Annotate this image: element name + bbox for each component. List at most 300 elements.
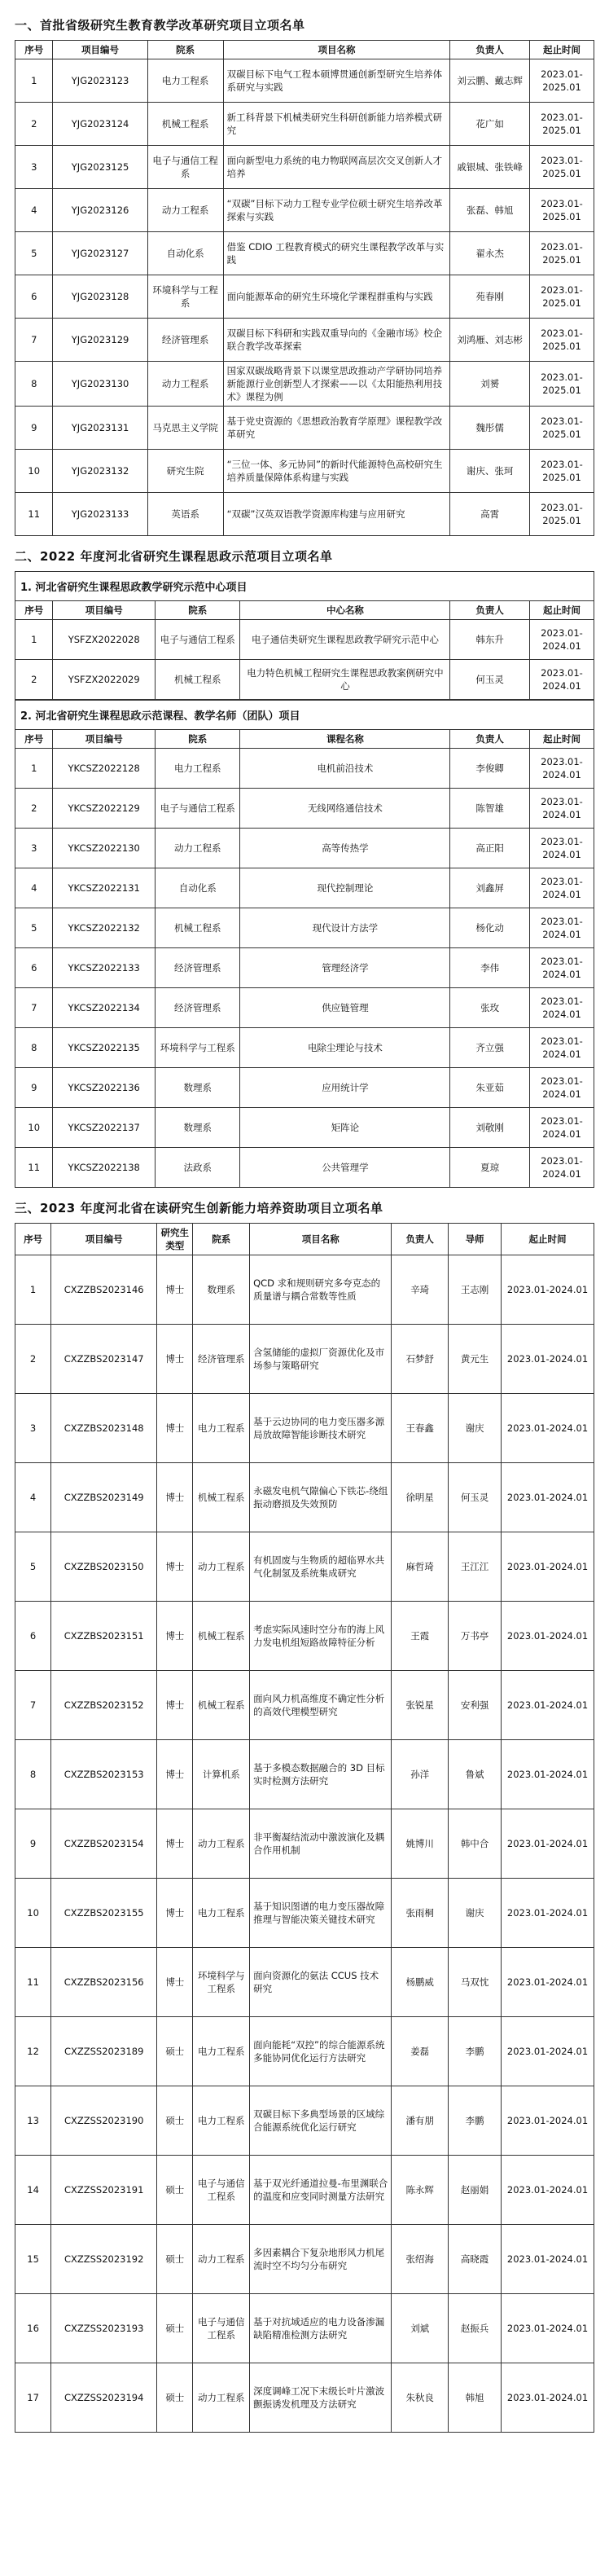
- table-cell: 2023.01-2025.01: [529, 103, 594, 146]
- table-cell: 王志刚: [449, 1255, 502, 1325]
- table-cell: 徐明星: [392, 1463, 449, 1532]
- table-cell: 孙洋: [392, 1740, 449, 1809]
- table-cell: 2023.01-2024.01: [502, 2294, 594, 2363]
- header-cell: 研究生类型: [157, 1224, 193, 1255]
- table-cell: 齐立强: [450, 1028, 530, 1068]
- table-cell: 苑春刚: [450, 275, 530, 319]
- table-cell: 张雨桐: [392, 1879, 449, 1948]
- table-cell: 陈永辉: [392, 2156, 449, 2225]
- table-cell: 动力工程系: [193, 1809, 250, 1879]
- table-cell: 韩中合: [449, 1809, 502, 1879]
- table-cell: 陈智雄: [450, 789, 530, 829]
- header-cell: 负责人: [450, 730, 530, 749]
- table-cell: QCD 求和规则研究多夸克态的质量谱与耦合常数等性质: [250, 1255, 392, 1325]
- table-cell: 15: [15, 2225, 51, 2294]
- table-cell: 8: [15, 1028, 53, 1068]
- table-cell: YKCSZ2022135: [53, 1028, 155, 1068]
- table-cell: YKCSZ2022129: [53, 789, 155, 829]
- table-cell: 4: [15, 868, 53, 908]
- table-cell: 双碳目标下多典型场景的区域综合能源系统优化运行研究: [250, 2086, 392, 2156]
- table-cell: 2023.01-2024.01: [502, 1740, 594, 1809]
- table-cell: 李鹏: [449, 2017, 502, 2086]
- table-cell: YJG2023129: [53, 319, 147, 362]
- table-header-row: [15, 601, 594, 620]
- table-cell: 17: [15, 2363, 51, 2433]
- table-cell: 深度调峰工况下末级长叶片激波颤振诱发机理及方法研究: [250, 2363, 392, 2433]
- table-cell: CXZZSS2023191: [51, 2156, 157, 2225]
- header-cell: 项目名称: [223, 41, 450, 59]
- table-cell: 动力工程系: [147, 189, 223, 232]
- table-cell: YKCSZ2022134: [53, 988, 155, 1028]
- table-cell: 李俊卿: [450, 749, 530, 789]
- table-cell: 电力工程系: [147, 59, 223, 103]
- table-cell: 研究生院: [147, 450, 223, 493]
- table-cell: 电子与通信工程系: [155, 620, 240, 660]
- table-cell: 魏彤儒: [450, 407, 530, 450]
- table-cell: 数理系: [155, 1068, 240, 1108]
- table-cell: 王春鑫: [392, 1394, 449, 1463]
- table-cell: 6: [15, 1602, 51, 1671]
- table-row: [15, 232, 594, 275]
- table-cell: 杨化动: [450, 908, 530, 948]
- table-cell: 高霄: [450, 493, 530, 536]
- table-row: [15, 1108, 594, 1148]
- table-cell: CXZZSS2023189: [51, 2017, 157, 2086]
- table-cell: 谢庆: [449, 1394, 502, 1463]
- table-cell: 博士: [157, 1740, 193, 1809]
- table-cell: 2023.01-2025.01: [529, 59, 594, 103]
- header-cell: 课程名称: [240, 730, 450, 749]
- table-cell: 博士: [157, 1394, 193, 1463]
- table-cell: 1: [15, 749, 53, 789]
- table-cell: 9: [15, 407, 53, 450]
- table-cell: YJG2023125: [53, 146, 147, 189]
- table-row: [15, 948, 594, 988]
- table-cell: 花广如: [450, 103, 530, 146]
- header-cell: 院系: [155, 601, 240, 620]
- table-cell: CXZZBS2023147: [51, 1325, 157, 1394]
- table-row: [15, 493, 594, 536]
- table-cell: 基于对抗域适应的电力设备渗漏缺陷精准检测方法研究: [250, 2294, 392, 2363]
- table-cell: 2023.01-2024.01: [502, 2017, 594, 2086]
- table-row: [15, 1532, 594, 1602]
- table-row: [15, 1879, 594, 1948]
- table-cell: 安利强: [449, 1671, 502, 1740]
- table-cell: 2023.01-2024.01: [502, 1532, 594, 1602]
- table-cell: 张玫: [450, 988, 530, 1028]
- table-cell: 电力工程系: [193, 1879, 250, 1948]
- table-cell: 面向新型电力系统的电力物联网高层次交叉创新人才培养: [223, 146, 450, 189]
- table-cell: 环境科学与工程系: [193, 1948, 250, 2017]
- table-cell: 6: [15, 275, 53, 319]
- table-cell: 3: [15, 1394, 51, 1463]
- table-cell: YKCSZ2022130: [53, 829, 155, 868]
- table-row: [15, 189, 594, 232]
- table-cell: 数理系: [193, 1255, 250, 1325]
- table-cell: 王江江: [449, 1532, 502, 1602]
- header-cell: 起止时间: [502, 1224, 594, 1255]
- table-row: [15, 1028, 594, 1068]
- table-cell: 2023.01-2024.01: [502, 1948, 594, 2017]
- table-cell: 16: [15, 2294, 51, 2363]
- table-cell: 2023.01-2024.01: [502, 1809, 594, 1879]
- table-cell: 2023.01-2024.01: [529, 1068, 594, 1108]
- table-cell: 新工科背景下机械类研究生科研创新能力培养模式研究: [223, 103, 450, 146]
- table-cell: 2023.01-2024.01: [502, 1325, 594, 1394]
- table-cell: 现代设计方法学: [240, 908, 450, 948]
- table-cell: 考虑实际风速时空分布的海上风力发电机组短路故障特征分析: [250, 1602, 392, 1671]
- table-cell: 14: [15, 2156, 51, 2225]
- table-cell: 硕士: [157, 2363, 193, 2433]
- table-cell: 基于知识图谱的电力变压器故障推理与智能决策关键技术研究: [250, 1879, 392, 1948]
- table-header-row: [15, 41, 594, 59]
- table-cell: 博士: [157, 1532, 193, 1602]
- table-row: [15, 868, 594, 908]
- table-cell: 机械工程系: [155, 660, 240, 700]
- table-row: [15, 1671, 594, 1740]
- table-cell: 电子通信类研究生课程思政教学研究示范中心: [240, 620, 450, 660]
- table-cell: 动力工程系: [155, 829, 240, 868]
- table-row: [15, 1740, 594, 1809]
- table-cell: 含氢储能的虚拟厂资源优化及市场参与策略研究: [250, 1325, 392, 1394]
- table-cell: 2023.01-2025.01: [529, 407, 594, 450]
- table-cell: “三位一体、多元协同”的新时代能源特色高校研究生培养质量保障体系构建与实践: [223, 450, 450, 493]
- table-cell: 机械工程系: [193, 1671, 250, 1740]
- table-cell: 杨鹏威: [392, 1948, 449, 2017]
- table-cell: 9: [15, 1809, 51, 1879]
- table-cell: 5: [15, 1532, 51, 1602]
- table-row: [15, 319, 594, 362]
- table-cell: 基于多模态数据融合的 3D 目标实时检测方法研究: [250, 1740, 392, 1809]
- table-cell: 双碳目标下电气工程本硕博贯通创新型研究生培养体系研究与实践: [223, 59, 450, 103]
- table-header-row: [15, 1224, 594, 1255]
- header-cell: 序号: [15, 601, 53, 620]
- table-cell: 1: [15, 1255, 51, 1325]
- table-cell: CXZZSS2023190: [51, 2086, 157, 2156]
- table-cell: 7: [15, 988, 53, 1028]
- table-cell: 基于党史资源的《思想政治教育学原理》课程教学改革研究: [223, 407, 450, 450]
- table-cell: 刘云鹏、戴志辉: [450, 59, 530, 103]
- table-cell: 借鉴 CDIO 工程教育模式的研究生课程教学改革与实践: [223, 232, 450, 275]
- table-cell: 黄元生: [449, 1325, 502, 1394]
- table-cell: 李鹏: [449, 2086, 502, 2156]
- table-cell: 机械工程系: [193, 1463, 250, 1532]
- table-cell: 2023.01-2025.01: [529, 493, 594, 536]
- table-cell: YKCSZ2022132: [53, 908, 155, 948]
- table-cell: 电除尘理论与技术: [240, 1028, 450, 1068]
- table-cell: 英语系: [147, 493, 223, 536]
- table-row: [15, 2086, 594, 2156]
- table-cell: 应用统计学: [240, 1068, 450, 1108]
- header-cell: 项目名称: [250, 1224, 392, 1255]
- section2-part2-table: [15, 729, 594, 1188]
- table-cell: CXZZBS2023154: [51, 1809, 157, 1879]
- table-cell: 10: [15, 1108, 53, 1148]
- table-header-row: [15, 730, 594, 749]
- table-cell: 马双忱: [449, 1948, 502, 2017]
- table-cell: 张绍海: [392, 2225, 449, 2294]
- table-cell: 博士: [157, 1948, 193, 2017]
- table-cell: 8: [15, 362, 53, 407]
- table-row: [15, 1948, 594, 2017]
- table-cell: 潘有朋: [392, 2086, 449, 2156]
- table-cell: 2023.01-2024.01: [529, 988, 594, 1028]
- table-cell: 2023.01-2024.01: [502, 1671, 594, 1740]
- table-row: [15, 2017, 594, 2086]
- table-cell: 11: [15, 1148, 53, 1188]
- table-cell: YJG2023130: [53, 362, 147, 407]
- table-row: [15, 450, 594, 493]
- table-cell: CXZZSS2023193: [51, 2294, 157, 2363]
- table-cell: 姚博川: [392, 1809, 449, 1879]
- table-cell: YKCSZ2022138: [53, 1148, 155, 1188]
- table-cell: 动力工程系: [193, 1532, 250, 1602]
- table-cell: 硕士: [157, 2017, 193, 2086]
- table-cell: 经济管理系: [193, 1325, 250, 1394]
- table-cell: 刘鸿雁、刘志彬: [450, 319, 530, 362]
- table-cell: 麻哲琦: [392, 1532, 449, 1602]
- table-cell: 5: [15, 908, 53, 948]
- table-cell: 矩阵论: [240, 1108, 450, 1148]
- table-cell: 机械工程系: [193, 1602, 250, 1671]
- table-cell: 李伟: [450, 948, 530, 988]
- table-cell: 计算机系: [193, 1740, 250, 1809]
- table-row: [15, 146, 594, 189]
- table-cell: 赵振兵: [449, 2294, 502, 2363]
- table-cell: 2: [15, 1325, 51, 1394]
- header-cell: 导师: [449, 1224, 502, 1255]
- header-cell: 负责人: [450, 41, 530, 59]
- table-cell: 张锐星: [392, 1671, 449, 1740]
- table-cell: 2: [15, 103, 53, 146]
- table-cell: 2023.01-2025.01: [529, 232, 594, 275]
- table-cell: 电子与通信工程系: [193, 2156, 250, 2225]
- table-cell: 7: [15, 1671, 51, 1740]
- table-row: [15, 620, 594, 660]
- table-cell: YJG2023123: [53, 59, 147, 103]
- table-cell: 永磁发电机气隙偏心下铁芯-绕组振动磨损及失效预防: [250, 1463, 392, 1532]
- table-cell: 硕士: [157, 2294, 193, 2363]
- table-cell: 博士: [157, 1671, 193, 1740]
- table-cell: YJG2023133: [53, 493, 147, 536]
- table-cell: 刘鑫屏: [450, 868, 530, 908]
- table-cell: 动力工程系: [193, 2363, 250, 2433]
- header-cell: 负责人: [392, 1224, 449, 1255]
- table-cell: 戚银城、张铁峰: [450, 146, 530, 189]
- table-row: [15, 1068, 594, 1108]
- table-cell: 经济管理系: [155, 988, 240, 1028]
- table-cell: 2023.01-2024.01: [502, 1879, 594, 1948]
- table-cell: 2023.01-2024.01: [502, 2086, 594, 2156]
- table-cell: 博士: [157, 1602, 193, 1671]
- table-cell: 2023.01-2025.01: [529, 275, 594, 319]
- table-cell: YJG2023132: [53, 450, 147, 493]
- table-cell: 2023.01-2024.01: [529, 1148, 594, 1188]
- header-cell: 院系: [193, 1224, 250, 1255]
- table-cell: 面向资源化的氨法 CCUS 技术研究: [250, 1948, 392, 2017]
- table-cell: 2023.01-2025.01: [529, 189, 594, 232]
- table-row: [15, 2225, 594, 2294]
- table-cell: 有机固废与生物质的超临界水共气化制氢及系统集成研究: [250, 1532, 392, 1602]
- table-cell: YKCSZ2022128: [53, 749, 155, 789]
- table-cell: CXZZBS2023156: [51, 1948, 157, 2017]
- section1-title: 一、首批省级研究生教育教学改革研究项目立项名单: [15, 18, 305, 33]
- table-cell: 电力工程系: [193, 2086, 250, 2156]
- table-cell: 博士: [157, 1879, 193, 1948]
- table-cell: 电子与通信工程系: [193, 2294, 250, 2363]
- header-cell: 起止时间: [529, 601, 594, 620]
- table-cell: 高等传热学: [240, 829, 450, 868]
- table-cell: 4: [15, 1463, 51, 1532]
- header-cell: 负责人: [450, 601, 530, 620]
- table-cell: YKCSZ2022136: [53, 1068, 155, 1108]
- table-cell: 双碳目标下科研和实践双重导向的《金融市场》校企联合教学改革探索: [223, 319, 450, 362]
- table-cell: “双碳”目标下动力工程专业学位硕士研究生培养改革探索与实践: [223, 189, 450, 232]
- table-cell: 管理经济学: [240, 948, 450, 988]
- table-cell: 刘敬刚: [450, 1108, 530, 1148]
- section3-table: [15, 1223, 594, 2433]
- table-cell: 夏琼: [450, 1148, 530, 1188]
- table-cell: 刘赟: [450, 362, 530, 407]
- table-cell: 韩旭: [449, 2363, 502, 2433]
- table-cell: “双碳”汉英双语教学资源库构建与应用研究: [223, 493, 450, 536]
- table-cell: 7: [15, 319, 53, 362]
- table-cell: 硕士: [157, 2156, 193, 2225]
- header-cell: 项目编号: [53, 730, 155, 749]
- table-cell: 电力工程系: [193, 2017, 250, 2086]
- table-cell: 10: [15, 450, 53, 493]
- table-cell: 4: [15, 189, 53, 232]
- table-cell: YJG2023124: [53, 103, 147, 146]
- table-cell: 面向能耗“双控”的综合能源系统多能协同优化运行方法研究: [250, 2017, 392, 2086]
- table-cell: 自动化系: [155, 868, 240, 908]
- table-cell: YJG2023131: [53, 407, 147, 450]
- header-cell: 项目编号: [53, 41, 147, 59]
- table-cell: 2023.01-2024.01: [529, 1028, 594, 1068]
- table-row: [15, 908, 594, 948]
- table-row: [15, 2294, 594, 2363]
- table-cell: 博士: [157, 1325, 193, 1394]
- table-cell: YSFZX2022028: [53, 620, 155, 660]
- table-row: [15, 362, 594, 407]
- table-cell: 电机前沿技术: [240, 749, 450, 789]
- table-row: [15, 988, 594, 1028]
- table-cell: 2023.01-2024.01: [502, 2156, 594, 2225]
- table-cell: 2023.01-2024.01: [502, 1463, 594, 1532]
- table-row: [15, 1394, 594, 1463]
- table-cell: 电子与通信工程系: [147, 146, 223, 189]
- table-cell: 面向风力机高维度不确定性分析的高效代理模型研究: [250, 1671, 392, 1740]
- table-row: [15, 2363, 594, 2433]
- table-cell: 石梦舒: [392, 1325, 449, 1394]
- table-cell: 赵丽娟: [449, 2156, 502, 2225]
- table-cell: CXZZBS2023148: [51, 1394, 157, 1463]
- section2-part1-title: 1. 河北省研究生课程思政教学研究示范中心项目: [15, 571, 594, 600]
- table-cell: 国家双碳战略背景下以课堂思政推动产学研协同培养新能源行业创新型人才探索——以《太阳能热利用技术》课程为例: [223, 362, 450, 407]
- header-cell: 项目编号: [53, 601, 155, 620]
- table-cell: 朱亚茹: [450, 1068, 530, 1108]
- table-cell: 电子与通信工程系: [155, 789, 240, 829]
- table-cell: 环境科学与工程系: [147, 275, 223, 319]
- table-cell: 非平衡凝结流动中激波演化及耦合作用机制: [250, 1809, 392, 1879]
- table-cell: 11: [15, 1948, 51, 2017]
- section1-table: [15, 40, 594, 536]
- table-cell: 万书亭: [449, 1602, 502, 1671]
- table-cell: 何玉灵: [450, 660, 530, 700]
- table-cell: 机械工程系: [147, 103, 223, 146]
- header-cell: 序号: [15, 730, 53, 749]
- table-cell: YKCSZ2022137: [53, 1108, 155, 1148]
- header-cell: 序号: [15, 1224, 51, 1255]
- table-cell: 2023.01-2024.01: [502, 1602, 594, 1671]
- table-cell: 姜磊: [392, 2017, 449, 2086]
- table-row: [15, 1325, 594, 1394]
- table-cell: 公共管理学: [240, 1148, 450, 1188]
- table-cell: 12: [15, 2017, 51, 2086]
- table-cell: 2023.01-2024.01: [502, 2225, 594, 2294]
- table-cell: 数理系: [155, 1108, 240, 1148]
- section2-part1-table: [15, 600, 594, 700]
- table-cell: YSFZX2022029: [53, 660, 155, 700]
- table-cell: 动力工程系: [147, 362, 223, 407]
- table-cell: 博士: [157, 1255, 193, 1325]
- table-cell: 基于双光纤通道拉曼-布里渊联合的温度和应变同时测量方法研究: [250, 2156, 392, 2225]
- table-cell: 2023.01-2025.01: [529, 319, 594, 362]
- section3-title: 三、2023 年度河北省在读研究生创新能力培养资助项目立项名单: [15, 1201, 383, 1215]
- table-row: [15, 1148, 594, 1188]
- table-cell: YJG2023126: [53, 189, 147, 232]
- header-cell: 起止时间: [529, 730, 594, 749]
- table-cell: 辛琦: [392, 1255, 449, 1325]
- table-cell: 13: [15, 2086, 51, 2156]
- table-cell: 2023.01-2024.01: [529, 908, 594, 948]
- table-cell: 动力工程系: [193, 2225, 250, 2294]
- table-cell: CXZZBS2023146: [51, 1255, 157, 1325]
- table-cell: YKCSZ2022133: [53, 948, 155, 988]
- table-cell: 基于云边协同的电力变压器多源局放故障智能诊断技术研究: [250, 1394, 392, 1463]
- table-cell: CXZZBS2023155: [51, 1879, 157, 1948]
- table-cell: 何玉灵: [449, 1463, 502, 1532]
- table-cell: CXZZBS2023153: [51, 1740, 157, 1809]
- table-cell: 翟永杰: [450, 232, 530, 275]
- table-cell: 王霞: [392, 1602, 449, 1671]
- table-cell: 高正阳: [450, 829, 530, 868]
- table-row: [15, 749, 594, 789]
- table-row: [15, 1255, 594, 1325]
- table-cell: 9: [15, 1068, 53, 1108]
- table-cell: 2: [15, 660, 53, 700]
- table-cell: CXZZBS2023151: [51, 1602, 157, 1671]
- table-cell: 朱秋良: [392, 2363, 449, 2433]
- table-row: [15, 275, 594, 319]
- table-cell: 2: [15, 789, 53, 829]
- table-cell: CXZZBS2023150: [51, 1532, 157, 1602]
- table-cell: 现代控制理论: [240, 868, 450, 908]
- header-cell: 院系: [147, 41, 223, 59]
- table-cell: 2023.01-2024.01: [502, 1255, 594, 1325]
- table-cell: CXZZBS2023149: [51, 1463, 157, 1532]
- table-cell: 2023.01-2024.01: [529, 1108, 594, 1148]
- header-cell: 院系: [155, 730, 240, 749]
- header-cell: 项目编号: [51, 1224, 157, 1255]
- section2-title: 二、2022 年度河北省研究生课程思政示范项目立项名单: [15, 549, 333, 564]
- table-cell: 电力特色机械工程研究生课程思政教案例研究中心: [240, 660, 450, 700]
- table-row: [15, 1809, 594, 1879]
- table-cell: CXZZSS2023194: [51, 2363, 157, 2433]
- table-cell: 1: [15, 59, 53, 103]
- table-cell: 谢庆: [449, 1879, 502, 1948]
- table-cell: 面向能源革命的研究生环境化学课程群重构与实践: [223, 275, 450, 319]
